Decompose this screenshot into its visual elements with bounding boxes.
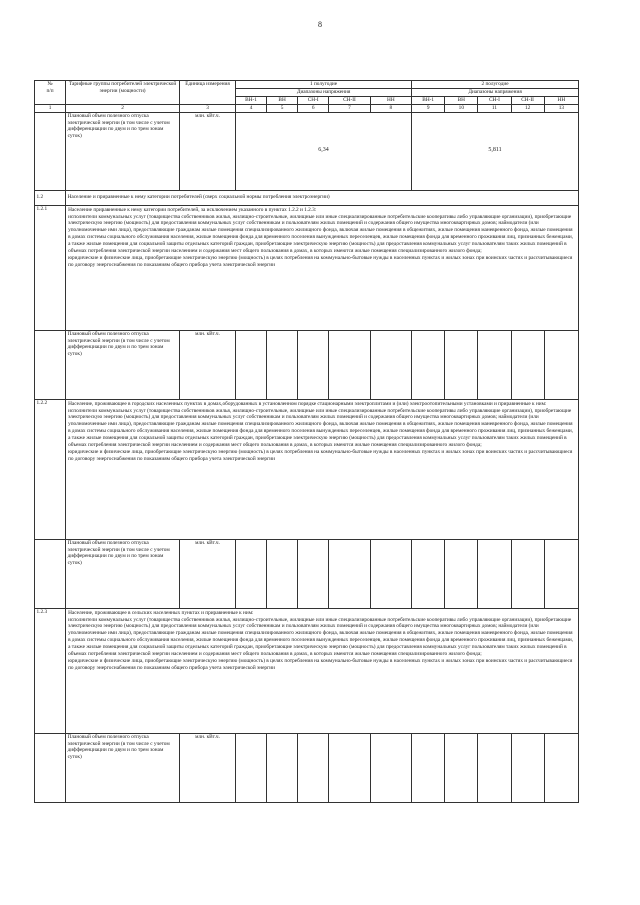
value-cell	[511, 539, 544, 608]
value-cell	[511, 330, 544, 399]
table-row-volume-main	[35, 112, 579, 190]
category-description	[66, 608, 579, 733]
unit-cell: млн. кВт.ч.	[180, 112, 236, 190]
category-row-1-2-2	[35, 399, 579, 539]
value-cell	[329, 733, 370, 802]
value-cell	[478, 330, 511, 399]
value-cell	[267, 539, 298, 608]
value-cell	[298, 539, 329, 608]
category-line: юридические и физические лица, приобретающие электрическую энергию (мощность) в целях потребления на коммунально-бытовые нужды в населенных пунктах и жилых зонах при воинских частях и рассчитывающиеся по договору энергоснабжения по показаниям общего прибора учета электрической энергии	[68, 657, 573, 671]
category-line: Население приравненные к нему категории потребителей, за исключением указанного в пунктах 1.2.2 и 1.2.3:	[68, 206, 317, 213]
unit-cell: млн. кВт.ч.	[180, 330, 236, 399]
column-number: 2	[66, 104, 180, 112]
category-line: юридические и физические лица, приобретающие электрическую энергию (мощность) в целях потребления на коммунально-бытовые нужды в населенных пунктах и жилых зонах при воинских частях и рассчитывающиеся по договору энергоснабжения по показаниям общего прибора учета электрической энергии	[68, 254, 573, 268]
unit-cell: млн. кВт.ч.	[180, 539, 236, 608]
half1-value: 6,34	[235, 112, 411, 190]
voltage-level: НН	[370, 96, 411, 104]
voltage-level: СН-II	[511, 96, 544, 104]
value-cell	[445, 330, 478, 399]
value-cell	[370, 733, 411, 802]
table-row-volume-1-2-1	[35, 330, 579, 399]
value-cell	[412, 539, 445, 608]
voltage-level: НН	[544, 96, 578, 104]
value-cell	[235, 330, 266, 399]
value-cell	[298, 330, 329, 399]
value-cell	[544, 330, 578, 399]
half2-value: 5,811	[412, 112, 579, 190]
column-number: 6	[298, 104, 329, 112]
page-number: 8	[318, 20, 322, 29]
voltage-level: ВН-1	[235, 96, 266, 104]
column-number: 10	[445, 104, 478, 112]
voltage-ranges-label-1: Диапазоны напряжения	[235, 88, 411, 96]
col-header-half1: 1 полугодие	[235, 81, 411, 89]
value-cell	[235, 539, 266, 608]
value-cell	[329, 330, 370, 399]
table-row-volume-1-2-2	[35, 539, 579, 608]
category-num: 1.2.2	[35, 399, 66, 539]
value-cell	[478, 733, 511, 802]
header-row	[35, 81, 579, 89]
value-cell	[412, 330, 445, 399]
category-num: 1.2.3	[35, 608, 66, 733]
value-cell	[544, 539, 578, 608]
column-numbers-row	[35, 104, 579, 112]
voltage-level: СН-I	[478, 96, 511, 104]
volume-label: Плановый объем полезного отпуска электрической энергии (в том числе с учетом дифференциации по двум и по трем зонам суток)	[66, 330, 180, 399]
column-number: 3	[180, 104, 236, 112]
value-cell	[370, 330, 411, 399]
value-cell	[511, 733, 544, 802]
value-cell	[329, 539, 370, 608]
voltage-ranges-label-2: Диапазоны напряжения	[412, 88, 579, 96]
col-header-unit: Единица измерения	[180, 81, 236, 105]
value-cell	[267, 330, 298, 399]
value-cell	[235, 733, 266, 802]
category-description	[66, 399, 579, 539]
voltage-level: ВН	[445, 96, 478, 104]
row-num-empty	[35, 112, 66, 190]
column-number: 13	[544, 104, 578, 112]
column-number: 12	[511, 104, 544, 112]
section-num: 1.2	[35, 190, 66, 205]
column-number: 5	[267, 104, 298, 112]
col-header-half2: 2 полугодие	[412, 81, 579, 89]
unit-cell: млн. кВт.ч.	[180, 733, 236, 802]
category-line: юридические и физические лица, приобретающие электрическую энергию (мощность) в целях потребления на коммунально-бытовые нужды в населенных пунктах и жилых зонах при воинских частях и рассчитывающиеся по договору энергоснабжения по показаниям общего прибора учета электрической энергии	[68, 448, 573, 462]
value-cell	[370, 539, 411, 608]
category-line: исполнители коммунальных услуг (товарищества собственников жилья, жилищно-строительные, жилищные или иные специализированные потребительские кооперативы либо управляющие организации), приобретающие электрическую энергию (мощность) для предоставления коммунальных услуг собственникам и пользователям жилых помещений и содержания общего имущества многоквартирных домов; наймодатели (или уполномоченные ими лица), предоставляющие гражданам жилые помещения специализированного жилищного фонда, включая жилые помещения в общежитиях, жилые помещения маневренного фонда, жилые помещения в домах системы социального обслуживания населения, жилые помещения фонда для временного поселения вынужденных переселенцев, жилые помещения фонда для временного проживания лиц, признанных беженцами, а также жилые помещения для социальной защиты отдельных категорий граждан, приобретающие электрическую энергию (мощность) для предоставления коммунальных услуг пользователям таких жилых помещений в объемах потребления электрической энергии населением и содержания мест общего пользования в домах, в которых имеются жилые помещения специализированного жилого фонда;	[68, 407, 573, 448]
column-number: 9	[412, 104, 445, 112]
column-number: 11	[478, 104, 511, 112]
volume-label: Плановый объем полезного отпуска электрической энергии (в том числе с учетом дифференциации по двум и по трем зонам суток)	[66, 112, 180, 190]
col-header-num: № п/п	[35, 81, 66, 105]
category-line: исполнители коммунальных услуг (товарищества собственников жилья, жилищно-строительные, жилищные или иные специализированные потребительские кооперативы либо управляющие организации), приобретающие электрическую энергию (мощность) для предоставления коммунальных услуг собственникам и пользователям жилых помещений и содержания общего имущества многоквартирных домов; наймодатели (или уполномоченные ими лица), предоставляющие гражданам жилые помещения специализированного жилищного фонда, включая жилые помещения в общежитиях, жилые помещения маневренного фонда, жилые помещения в домах системы социального обслуживания населения, жилые помещения фонда для временного поселения вынужденных переселенцев, жилые помещения фонда для временного проживания лиц, признанных беженцами, а также жилые помещения для социальной защиты отдельных категорий граждан, приобретающие электрическую энергию (мощность) для предоставления коммунальных услуг пользователям таких жилых помещений в объемах потребления электрической энергии населением и содержания мест общего пользования в домах, в которых имеются жилые помещения специализированного жилого фонда;	[68, 213, 573, 254]
voltage-level: СН-II	[329, 96, 370, 104]
voltage-level: СН-I	[298, 96, 329, 104]
voltage-level: ВН	[267, 96, 298, 104]
col-header-group: Тарифные группы потребителей электрической энергии (мощности)	[66, 81, 180, 105]
category-num: 1.2.1	[35, 205, 66, 330]
section-row-1-2	[35, 190, 579, 205]
column-number: 4	[235, 104, 266, 112]
category-line: Население, проживающее в городских населенных пунктах в домах,оборудованных в установленном порядке стационарными электроплитами и (или) электроотопительными установками и приравненные к ним:	[68, 400, 547, 407]
tariff-table	[34, 80, 579, 803]
column-number: 8	[370, 104, 411, 112]
value-cell	[267, 733, 298, 802]
category-line: Население, проживающее в сельских населенных пунктах и приравненные к ним:	[68, 609, 254, 616]
column-number: 1	[35, 104, 66, 112]
table-row-volume-1-2-3	[35, 733, 579, 802]
section-title: Население и приравненные к нему категории потребителей (сверх социальной нормы потребления электроэнергии)	[66, 190, 579, 205]
value-cell	[445, 539, 478, 608]
volume-label: Плановый объем полезного отпуска электрической энергии (в том числе с учетом дифференциации по двум и по трем зонам суток)	[66, 733, 180, 802]
voltage-level: ВН-1	[412, 96, 445, 104]
category-row-1-2-3	[35, 608, 579, 733]
category-line: исполнители коммунальных услуг (товарищества собственников жилья, жилищно-строительные, жилищные или иные специализированные потребительские кооперативы либо управляющие организации), приобретающие электрическую энергию (мощность) для предоставления коммунальных услуг собственникам и пользователям жилых помещений и содержания общего имущества многоквартирных домов; наймодатели (или уполномоченные ими лица), предоставляющие гражданам жилые помещения специализированного жилищного фонда, включая жилые помещения в общежитиях, жилые помещения маневренного фонда, жилые помещения в домах системы социального обслуживания населения, жилые помещения фонда для временного поселения вынужденных переселенцев, жилые помещения фонда для временного проживания лиц, признанных беженцами, а также жилые помещения для социальной защиты отдельных категорий граждан, приобретающие электрическую энергию (мощность) для предоставления коммунальных услуг пользователям таких жилых помещений в объемах потребления электрической энергии населением и содержания мест общего пользования в домах, в которых имеются жилые помещения специализированного жилого фонда;	[68, 616, 573, 657]
value-cell	[412, 733, 445, 802]
value-cell	[544, 733, 578, 802]
column-number: 7	[329, 104, 370, 112]
volume-label: Плановый объем полезного отпуска электрической энергии (в том числе с учетом дифференциации по двум и по трем зонам суток)	[66, 539, 180, 608]
value-cell	[298, 733, 329, 802]
category-description	[66, 205, 579, 330]
value-cell	[445, 733, 478, 802]
category-row-1-2-1	[35, 205, 579, 330]
value-cell	[478, 539, 511, 608]
